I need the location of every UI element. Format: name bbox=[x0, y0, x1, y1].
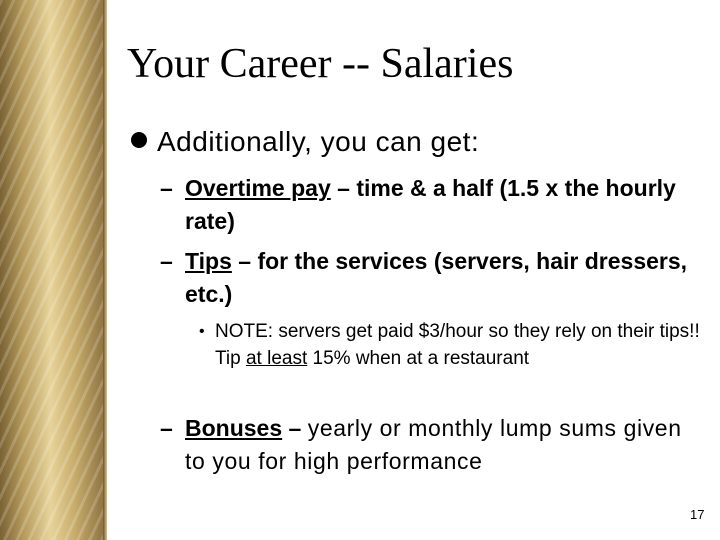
overtime-detail: – time & a half (1.5 x the hourly rate) bbox=[185, 175, 676, 234]
note-emphasis: at least bbox=[245, 348, 308, 369]
small-bullet-icon: • bbox=[199, 323, 205, 340]
tips-item bbox=[160, 245, 700, 311]
dash-marker: – bbox=[160, 415, 173, 441]
dash-marker: – bbox=[160, 175, 173, 201]
bonuses-term: Bonuses bbox=[185, 415, 283, 441]
note-item bbox=[199, 318, 705, 372]
overtime-item bbox=[160, 172, 700, 238]
dash-marker: – bbox=[160, 248, 173, 274]
page-number: 17 bbox=[690, 507, 705, 522]
bonuses-item bbox=[160, 412, 700, 478]
note-text: NOTE: servers get paid $3/hour so they rely on their tips!! Tip bbox=[215, 321, 700, 369]
note-text-end: 15% when at a restaurant bbox=[307, 348, 530, 369]
level1-bullet bbox=[131, 126, 701, 158]
tips-term: Tips bbox=[185, 248, 232, 274]
intro-text: Additionally, you can get: bbox=[157, 126, 480, 157]
tips-detail: – for the services (servers, hair dressers, etc.) bbox=[185, 248, 688, 307]
overtime-term: Overtime pay bbox=[185, 175, 331, 201]
bonuses-detail: yearly or monthly lump sums given to you for high performance bbox=[185, 415, 682, 474]
slide-title: Your Career -- Salaries bbox=[127, 41, 514, 87]
round-bullet-icon bbox=[131, 132, 147, 148]
bonuses-separator: – bbox=[282, 415, 308, 441]
